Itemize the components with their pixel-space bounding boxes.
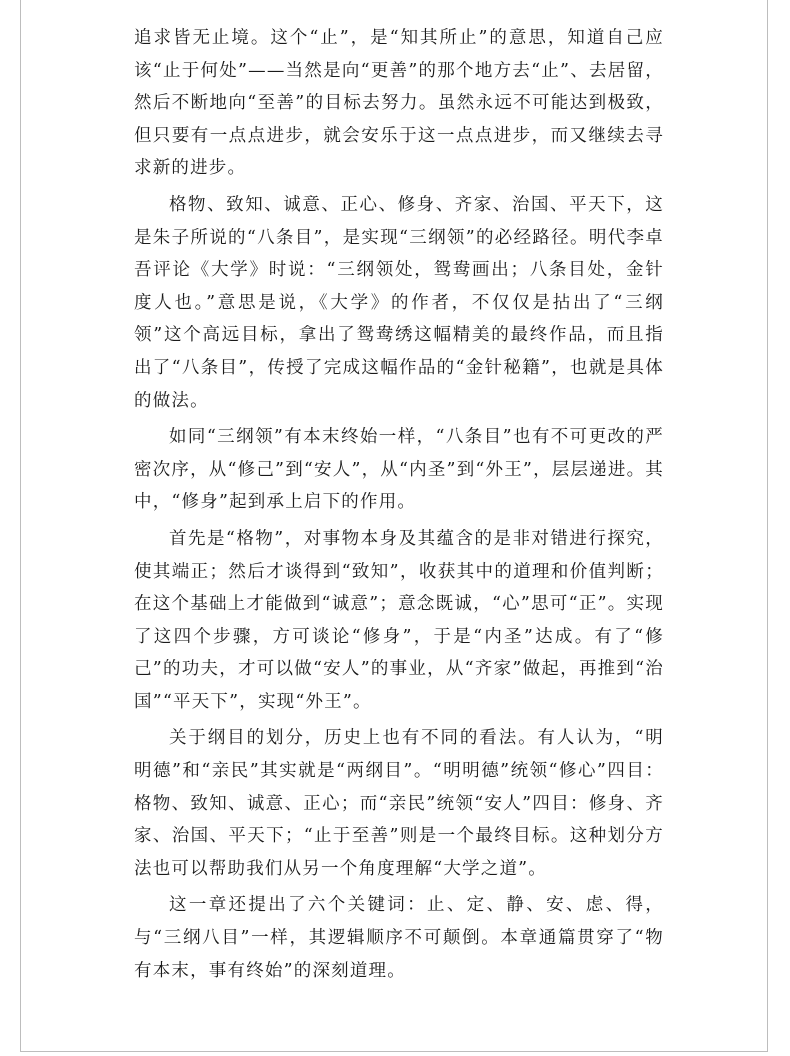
- paragraph-2: 格物、致知、诚意、正心、修身、齐家、治国、平天下，这是朱子所说的“八条目”，是实现“三纲领”的必经路径。明代李卓吾评论《大学》时说：“三纲领处，鸳鸯画出；八条目处，金针度人也。”意思是说，《大学》的作者，不仅仅是拈出了“三纲领”这个高远目标，拿出了鸳鸯绣这幅精美的最终作品，而且指出了“八条目”，传授了完成这幅作品的“金针秘籍”，也就是具体的做法。: [134, 194, 664, 411]
- paragraph-3: 如同“三纲领”有本末终始一样，“八条目”也有不可更改的严密次序，从“修己”到“安人”，从“内圣”到“外王”，层层递进。其中，“修身”起到承上启下的作用。: [134, 427, 664, 513]
- paragraph-1: 追求皆无止境。这个“止”，是“知其所止”的意思，知道自己应该“止于何处”——当然是向“更善”的那个地方去“止”、去居留，然后不断地向“至善”的目标去努力。虽然永远不可能达到极致，但只要有一点点进步，就会安乐于这一点点进步，而又继续去寻求新的进步。: [134, 28, 664, 179]
- paragraph-6: 这一章还提出了六个关键词：止、定、静、安、虑、得，与“三纲八目”一样，其逻辑顺序不可颠倒。本章通篇贯穿了“物有本末，事有终始”的深刻道理。: [134, 895, 664, 981]
- paragraph-4: 首先是“格物”，对事物本身及其蕴含的是非对错进行探究，使其端正；然后才谈得到“致知”，收获其中的道理和价值判断；在这个基础上才能做到“诚意”；意念既诚，“心”思可“正”。实现了这四个步骤，方可谈论“修身”，于是“内圣”达成。有了“修己”的功夫，才可以做“安人”的事业，从“齐家”做起，再推到“治国”“平天下”，实现“外王”。: [134, 528, 664, 712]
- paragraph-5: 关于纲目的划分，历史上也有不同的看法。有人认为，“明明德”和“亲民”其实就是“两纲目”。“明明德”统领“修心”四目：格物、致知、诚意、正心；而“亲民”统领“安人”四目：修身、齐家、治国、平天下；“止于至善”则是一个最终目标。这种划分方法也可以帮助我们从另一个角度理解“大学之道”。: [134, 728, 664, 879]
- text-column: [134, 22, 664, 991]
